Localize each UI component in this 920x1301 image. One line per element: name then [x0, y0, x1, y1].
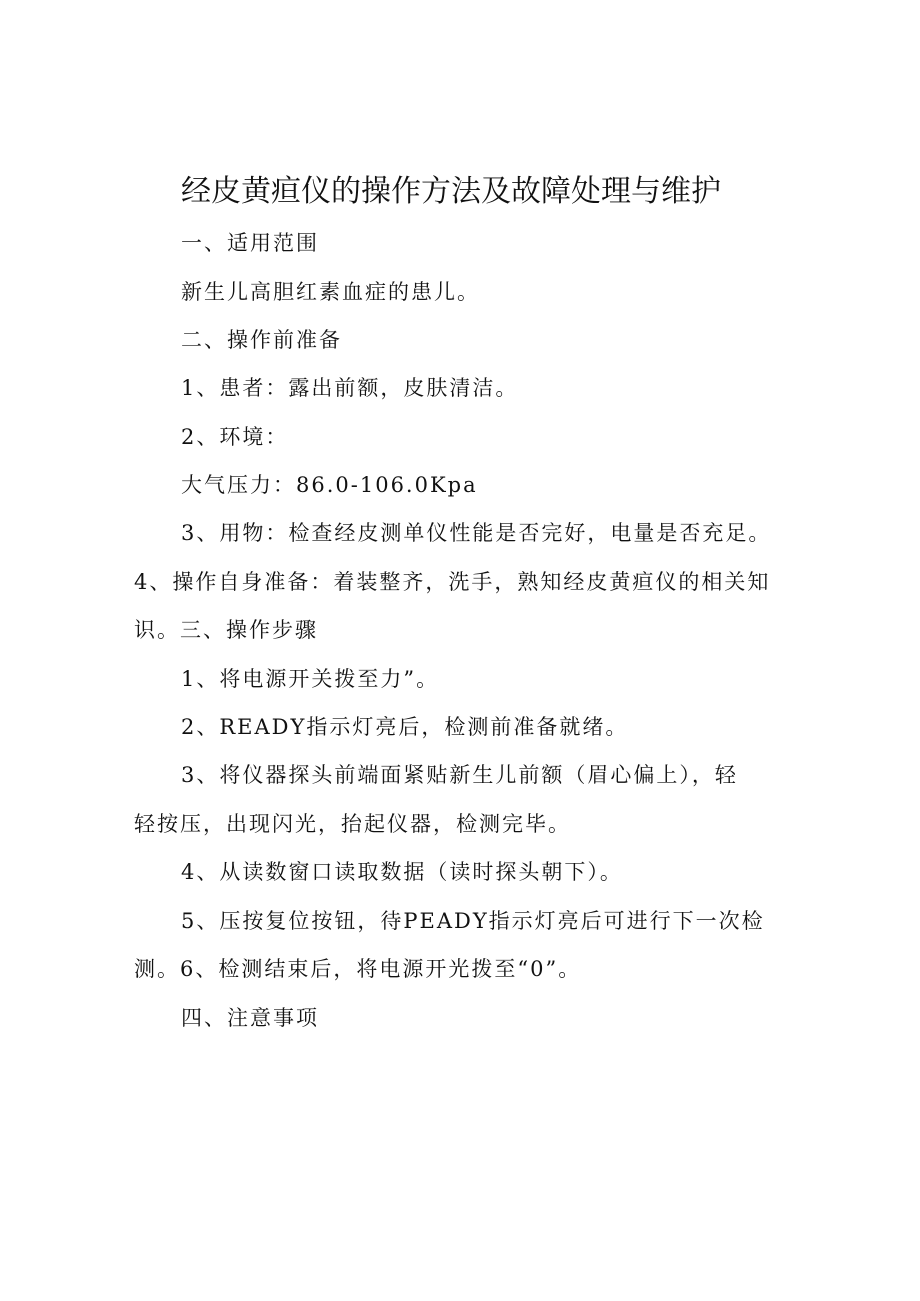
- paragraph-supplies: 3、用物：检查经皮测单仪性能是否完好，电量是否充足。: [181, 521, 772, 545]
- document-title: 经皮黄疸仪的操作方法及故障处理与维护: [181, 174, 721, 209]
- paragraph-self-preparation-cont: 识。三、操作步骤: [134, 618, 318, 642]
- paragraph-step-1: 1、将电源开关拨至力”。: [181, 667, 440, 691]
- paragraph-environment: 2、环境：: [181, 425, 289, 449]
- paragraph-step-5-cont: 测。6、检测结束后，将电源开光拨至“0”。: [134, 957, 582, 981]
- paragraph-step-3-cont: 轻按压，出现闪光，抬起仪器，检测完毕。: [134, 812, 571, 836]
- paragraph-pressure: 大气压力：86.0-106.0Kpa: [181, 473, 478, 497]
- paragraph-step-2: 2、READY指示灯亮后，检测前准备就绪。: [181, 715, 629, 739]
- paragraph-step-3: 3、将仪器探头前端面紧贴新生儿前额（眉心偏上），轻: [181, 763, 738, 787]
- section-heading-scope: 一、适用范围: [181, 231, 319, 255]
- section-heading-preparation: 二、操作前准备: [181, 328, 342, 352]
- paragraph-scope-text: 新生儿高胆红素血症的患儿。: [181, 280, 480, 304]
- paragraph-step-5: 5、压按复位按钮，待PEADY指示灯亮后可进行下一次检: [181, 909, 765, 933]
- section-heading-notes: 四、注意事项: [181, 1006, 319, 1030]
- paragraph-step-4: 4、从读数窗口读取数据（读时探头朝下）。: [181, 860, 623, 884]
- paragraph-self-preparation: 4、操作自身准备：着装整齐，洗手，熟知经皮黄疸仪的相关知: [134, 570, 771, 594]
- paragraph-patient: 1、患者：露出前额，皮肤清洁。: [181, 376, 519, 400]
